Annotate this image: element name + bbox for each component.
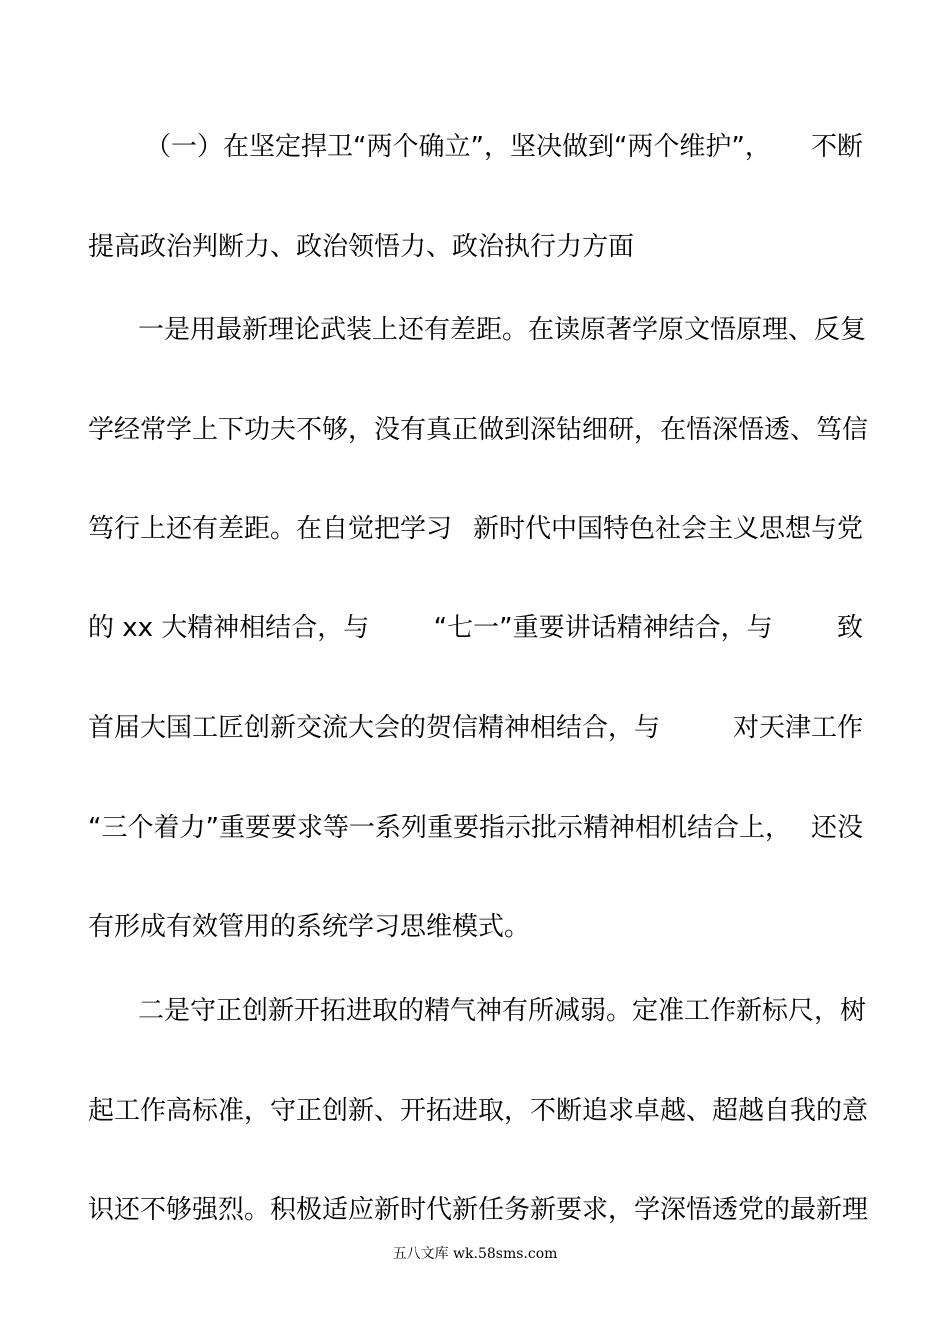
- text-segment: 二是守正创新开拓进取的精气神有所减弱。定准工作新标尺，: [138, 996, 841, 1026]
- text-segment: 意: [842, 1096, 869, 1126]
- text-segment: 致: [836, 613, 863, 643]
- text-segment: 反复: [814, 315, 867, 345]
- paragraph-line: [88, 413, 869, 447]
- text-segment: 提高政治判断力、政治领悟力、政治执行力方面: [88, 232, 635, 262]
- text-segment: “七一”重要讲话精神结合，与: [433, 613, 773, 643]
- text-segment: 不断: [810, 132, 863, 162]
- text-segment: 一是用最新理论武装上还有差距。在读原著学原文悟原理、: [138, 315, 815, 345]
- text-segment: 笃行上还有差距。在自觉把学习: [88, 514, 453, 544]
- paragraph-line: [88, 1193, 869, 1227]
- text-segment: 起工作高标准，守正创新、开拓进取，不断追求卓越、超越自我的: [88, 1096, 843, 1126]
- paragraph-line: [88, 711, 863, 745]
- paragraph-line: [88, 512, 863, 546]
- paragraph-line: [138, 994, 867, 1028]
- paragraph-line: [88, 910, 863, 944]
- paragraph-line: [88, 811, 863, 845]
- paragraph-line: [88, 611, 863, 645]
- footer-watermark: 五八文库 wk.58sms.com: [392, 1246, 558, 1262]
- text-segment: 学经常学上下功夫不够，没有真正做到深钻细研，在悟深悟透、: [88, 415, 817, 445]
- text-segment: “三个着力”重要要求等一系列重要指示批示精神相机结合上，: [88, 813, 791, 843]
- text-segment: 新时代中国特色社会主义思想与党: [472, 514, 863, 544]
- section-heading-line-1: [145, 130, 863, 164]
- text-segment: 首届大国工匠创新交流大会的贺信精神相结合，与: [88, 713, 661, 743]
- paragraph-line: [88, 1094, 869, 1128]
- text-segment: 还没: [810, 813, 863, 843]
- text-segment: （一）在坚定捍卫“两个确立”，坚决做到“两个维护”，: [145, 132, 771, 162]
- text-segment: 对天津工作: [732, 713, 863, 743]
- section-heading-line-2: [88, 230, 863, 264]
- text-segment: 最新理: [790, 1195, 869, 1225]
- paragraph-line: [138, 313, 867, 347]
- text-segment: 有形成有效管用的系统学习思维模式。: [88, 912, 531, 942]
- text-segment: 树: [840, 996, 867, 1026]
- text-segment: 识还不够强烈。积极适应新时代新任务新要求，学深悟透党的: [88, 1195, 791, 1225]
- text-segment: 的 xx 大精神相结合，与: [88, 613, 370, 643]
- text-segment: 笃信: [816, 415, 869, 445]
